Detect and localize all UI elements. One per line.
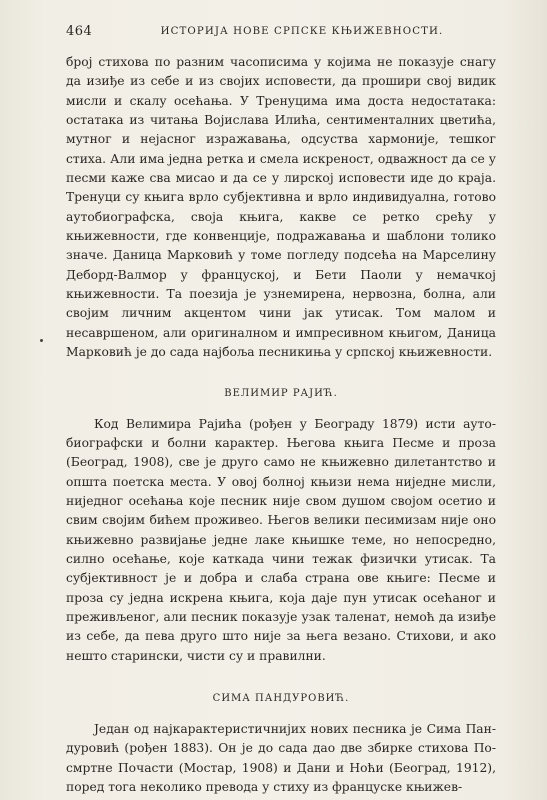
page-number: 464 <box>66 24 93 39</box>
page-content <box>66 53 496 797</box>
paragraph-sima-pandurovic: Један од најкарактеристичнијих нових песника је Сима Пандуровић (рођен 1883). Он је до сада дао две збирке стихова Посмртне Почасти (Мостар, 1908) и Дани и Ноћи (Београд, 1912), поред тога неколико превода у стиху из француске књижев- <box>66 721 496 794</box>
margin-dot <box>40 339 43 342</box>
paragraph-danica-markovic: број стихова по разним часописима у којима не показује снагу да изиђе из себе и из својих исповести, да прошири свој видик мисли и скалу осећања. У Тренуцима има доста недостатака: остатака из читања Војислава Илића, сентименталних цветића, мутног и нејасног изражавања, одсуства хармоније, тешког стиха. Али има једна ретка и смела искреност, одважност да се у песми каже сва мисао и да се у лирској исповести иде до краја. Тренуци су књига врло субјективна и врло индивидуална, готово аутобиографска, своја књига, какве се ретко срећу у књижевности, где конвенције, подражавања и шаблони толико значе. Даница Марковић у томе погледу подсећа на Марселину Деборд-Валмор у француској, и Бети Паоли у немачкој књижевности. Та поезија је узнемирена, нервозна, болна, али својим личним акцентом чини јак утисак. Том малом и несавршеном, али оригиналном и импресивном књигом, Даница Марковић је до сада најбоља песникиња у српској књижевности. <box>66 55 496 360</box>
page-header <box>66 24 496 42</box>
paragraph-velimir-rajic: Код Велимира Рајића (рођен у Београду 1879) исти аутобиографски и болни карактер. Његова књига Песме и проза (Београд, 1908), све је друго само не књижевно дилетантство и општа поетска места. У овој болној књизи нема ниједне мисли, ниједног осећања које песник није свом душом својом осетио и свим својим бићем проживео. Његов велики песимизам није оно књижевно развијање једне лаке књишке теме, но непосредно, силно осећање, које каткада чини тежак физички утисак. Та субјективност је и добра и слаба страна ове књиге: Песме и проза су једна искрена књига, која даје пун утисак осећаног и преживљеног, али песник показује узак таленат, немоћ да изиђе из себе, да пева друго што није за њега везано. Стихови, и ако нешто старински, чисти су и правилни. <box>66 416 496 663</box>
section-heading-sima-pandurovic: СИМА ПАНДУРОВИЋ. <box>212 692 350 704</box>
section-heading-velimir-rajic: ВЕЛИМИР РАЈИЋ. <box>224 387 338 399</box>
running-title: ИСТОРИЈА НОВЕ СРПСКЕ КЊИЖЕВНОСТИ. <box>160 26 444 37</box>
